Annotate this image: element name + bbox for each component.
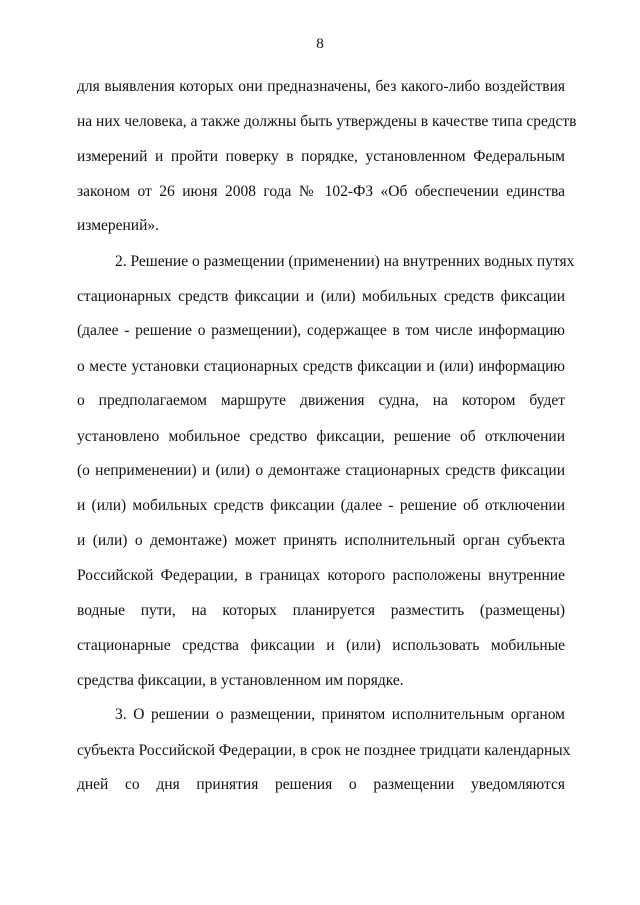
text-line: дней со дня принятия решения о размещении уведомляются: [77, 776, 565, 793]
page-number: 8: [316, 36, 324, 52]
text-line: на них человека, а также должны быть утверждены в качестве типа средств: [77, 113, 577, 130]
text-line: (о неприменении) и (или) о демонтаже стационарных средств фиксации: [77, 462, 565, 479]
paragraph-3-start: 3. О решении о размещении, принятом исполнительным органом: [115, 706, 565, 723]
text-line: установлено мобильное средство фиксации, решение об отключении: [77, 428, 565, 445]
text-line: измерений и пройти поверку в порядке, установленном Федеральным: [77, 148, 565, 165]
text-line: и (или) о демонтаже) может принять исполнительный орган субъекта: [77, 532, 565, 549]
text-line: средства фиксации, в установленном им порядке.: [77, 672, 404, 689]
text-line: водные пути, на которых планируется разместить (размещены): [77, 602, 565, 619]
text-line: о месте установки стационарных средств фиксации и (или) информацию: [77, 358, 565, 375]
text-line: измерений».: [77, 217, 160, 234]
text-line: о предполагаемом маршруте движения судна, на котором будет: [77, 392, 565, 409]
text-line: стационарных средств фиксации и (или) мобильных средств фиксации: [77, 288, 565, 305]
text-line: (далее - решение о размещении), содержащее в том числе информацию: [77, 322, 565, 339]
paragraph-2-start: 2. Решение о размещении (применении) на внутренних водных путях: [115, 253, 575, 270]
text-line: субъекта Российской Федерации, в срок не позднее тридцати календарных: [77, 742, 571, 759]
text-line: стационарные средства фиксации и (или) использовать мобильные: [77, 637, 565, 654]
text-line: для выявления которых они предназначены, без какого-либо воздействия: [77, 78, 565, 95]
text-line: Российской Федерации, в границах которого расположены внутренние: [77, 567, 565, 584]
text-line: и (или) мобильных средств фиксации (далее - решение об отключении: [77, 497, 565, 514]
text-line: законом от 26 июня 2008 года № 102-ФЗ «Об обеспечении единства: [77, 183, 565, 200]
